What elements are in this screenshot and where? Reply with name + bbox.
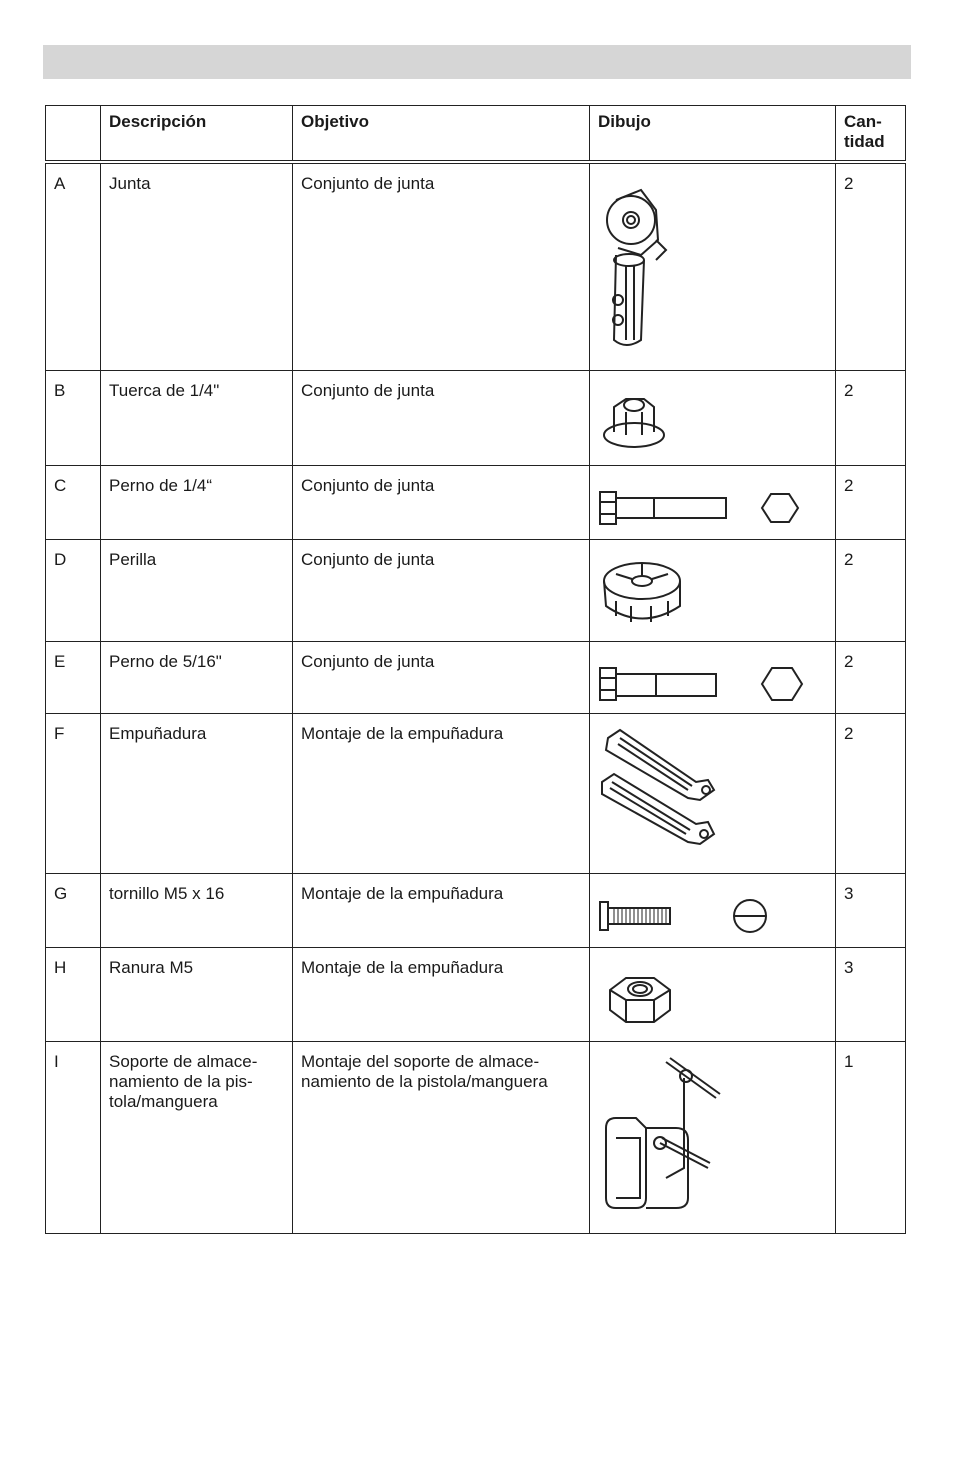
header-description: Descripción [101, 106, 293, 163]
table-row [46, 162, 906, 370]
row-quantity: 2 [836, 641, 906, 713]
row-objective: Conjunto de junta [293, 370, 590, 465]
row-description: Junta [101, 162, 293, 370]
row-quantity: 2 [836, 370, 906, 465]
joint-icon [596, 170, 686, 360]
table-row [46, 370, 906, 465]
wire-holder-icon [596, 1048, 736, 1223]
row-description: Perno de 5/16" [101, 641, 293, 713]
parts-table [45, 105, 906, 1234]
row-description: Ranura M5 [101, 947, 293, 1041]
row-description: Soporte de almace- namiento de la pis- tola/manguera [101, 1041, 293, 1233]
row-quantity: 1 [836, 1041, 906, 1233]
row-objective: Montaje del soporte de almace- namiento de la pistola/manguera [293, 1041, 590, 1233]
row-description: Perno de 1/4“ [101, 465, 293, 539]
table-row [46, 947, 906, 1041]
row-letter: H [46, 947, 101, 1041]
slotted-screw-icon [596, 880, 826, 940]
table-row [46, 539, 906, 641]
knob-icon [596, 546, 696, 631]
row-letter: E [46, 641, 101, 713]
row-letter: I [46, 1041, 101, 1233]
row-quantity: 2 [836, 713, 906, 873]
row-objective: Conjunto de junta [293, 162, 590, 370]
row-description: tornillo M5 x 16 [101, 873, 293, 947]
row-letter: G [46, 873, 101, 947]
row-objective: Conjunto de junta [293, 465, 590, 539]
table-row [46, 713, 906, 873]
table-row [46, 1041, 906, 1233]
header-quantity: Can- tidad [836, 106, 906, 163]
row-quantity: 3 [836, 873, 906, 947]
header-drawing: Dibujo [590, 106, 836, 163]
row-objective: Montaje de la empuñadura [293, 713, 590, 873]
row-quantity: 2 [836, 465, 906, 539]
grip-icon [596, 720, 736, 860]
row-objective: Conjunto de junta [293, 539, 590, 641]
header-letter [46, 106, 101, 163]
row-objective: Montaje de la empuñadura [293, 947, 590, 1041]
header-band [43, 45, 911, 79]
row-quantity: 3 [836, 947, 906, 1041]
hex-bolt-icon [596, 472, 826, 532]
hex-nut-icon [596, 954, 686, 1039]
flange-nut-icon [596, 377, 676, 457]
table-header-row [46, 106, 906, 163]
hex-bolt-icon [596, 648, 826, 708]
row-quantity: 2 [836, 539, 906, 641]
header-objective: Objetivo [293, 106, 590, 163]
table-row [46, 465, 906, 539]
row-quantity: 2 [836, 162, 906, 370]
row-letter: D [46, 539, 101, 641]
row-letter: B [46, 370, 101, 465]
row-letter: F [46, 713, 101, 873]
row-letter: C [46, 465, 101, 539]
row-description: Empuñadura [101, 713, 293, 873]
row-description: Perilla [101, 539, 293, 641]
row-letter: A [46, 162, 101, 370]
table-row [46, 641, 906, 713]
row-objective: Conjunto de junta [293, 641, 590, 713]
row-description: Tuerca de 1/4" [101, 370, 293, 465]
table-row [46, 873, 906, 947]
row-objective: Montaje de la empuñadura [293, 873, 590, 947]
